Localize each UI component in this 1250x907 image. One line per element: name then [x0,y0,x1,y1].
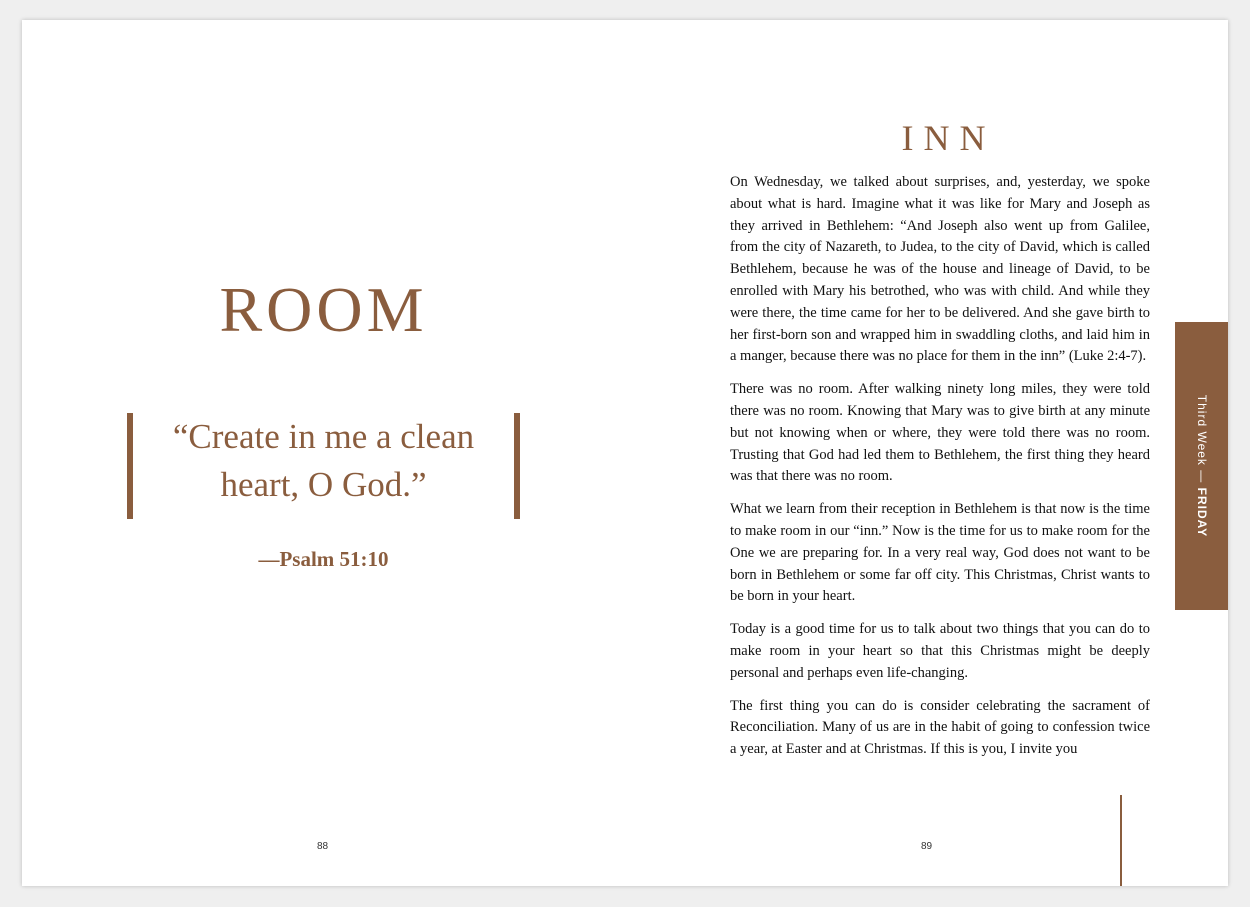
scripture-quote [127,413,520,519]
body-text [730,172,1150,772]
paragraph: The first thing you can do is consider celebrating the sacrament of Reconciliation. Many of us are in the habit of going to confession twice a year, at Easter and at Christmas. If this is you, I invite you [730,697,1150,758]
quote-right-bar [514,413,520,519]
paragraph: On Wednesday, we talked about surprises, and, yesterday, we spoke about what is hard. Imagine what it was like for Mary and Joseph as they arrived in Bethlehem: “And Joseph also went up from Galilee, from the city of Nazareth, to Judea, to the city of David, which is called Bethlehem, because he was of the house and lineage of David, to be enrolled with Mary his betrothed, who was with child. And while they were there, the time came for her to be delivered. And she gave birth to her first-born son and wrapped him in swaddling cloths, and laid him in a manger, because there was no place for them in the inn” (Luke 2:4-7). [730,174,1150,365]
section-tab [1175,322,1228,610]
book-spread [22,20,1228,886]
left-page-title: ROOM [219,274,428,345]
quote-source: —Psalm 51:10 [258,547,389,571]
left-page-number: 88 [317,841,329,852]
section-tab-week: Third Week — [1194,394,1209,488]
quote-text [145,413,502,509]
right-page-number: 89 [921,841,933,852]
left-page [22,20,625,886]
paragraph: What we learn from their reception in Bethlehem is that now is the time to make room in our “inn.” Now is the time for us to make room for the One we are preparing for. In a very real way, God does not want to be born in Bethlehem or some far off city. This Christmas, Christ wants to be born in your heart. [730,501,1150,605]
quote-left-bar [127,413,133,519]
margin-rule [1120,795,1122,886]
section-tab-day: FRIDAY [1194,487,1209,538]
paragraph: There was no room. After walking ninety long miles, they were told there was no room. Knowing that Mary was to give birth at any minute but not knowing when or where, they were told there was no room. Trusting that God had led them to Bethlehem, the first thing they heard was that there was no room. [730,381,1150,485]
section-tab-label [1195,395,1209,537]
right-page [625,20,1228,886]
right-page-title: INN [901,118,996,158]
quote-line-2: heart, O God.” [220,465,427,504]
quote-line-1: “Create in me a clean [172,417,475,456]
paragraph: Today is a good time for us to talk about two things that you can do to make room in your heart so that this Christmas might be deeply personal and perhaps even life-changing. [730,621,1150,681]
